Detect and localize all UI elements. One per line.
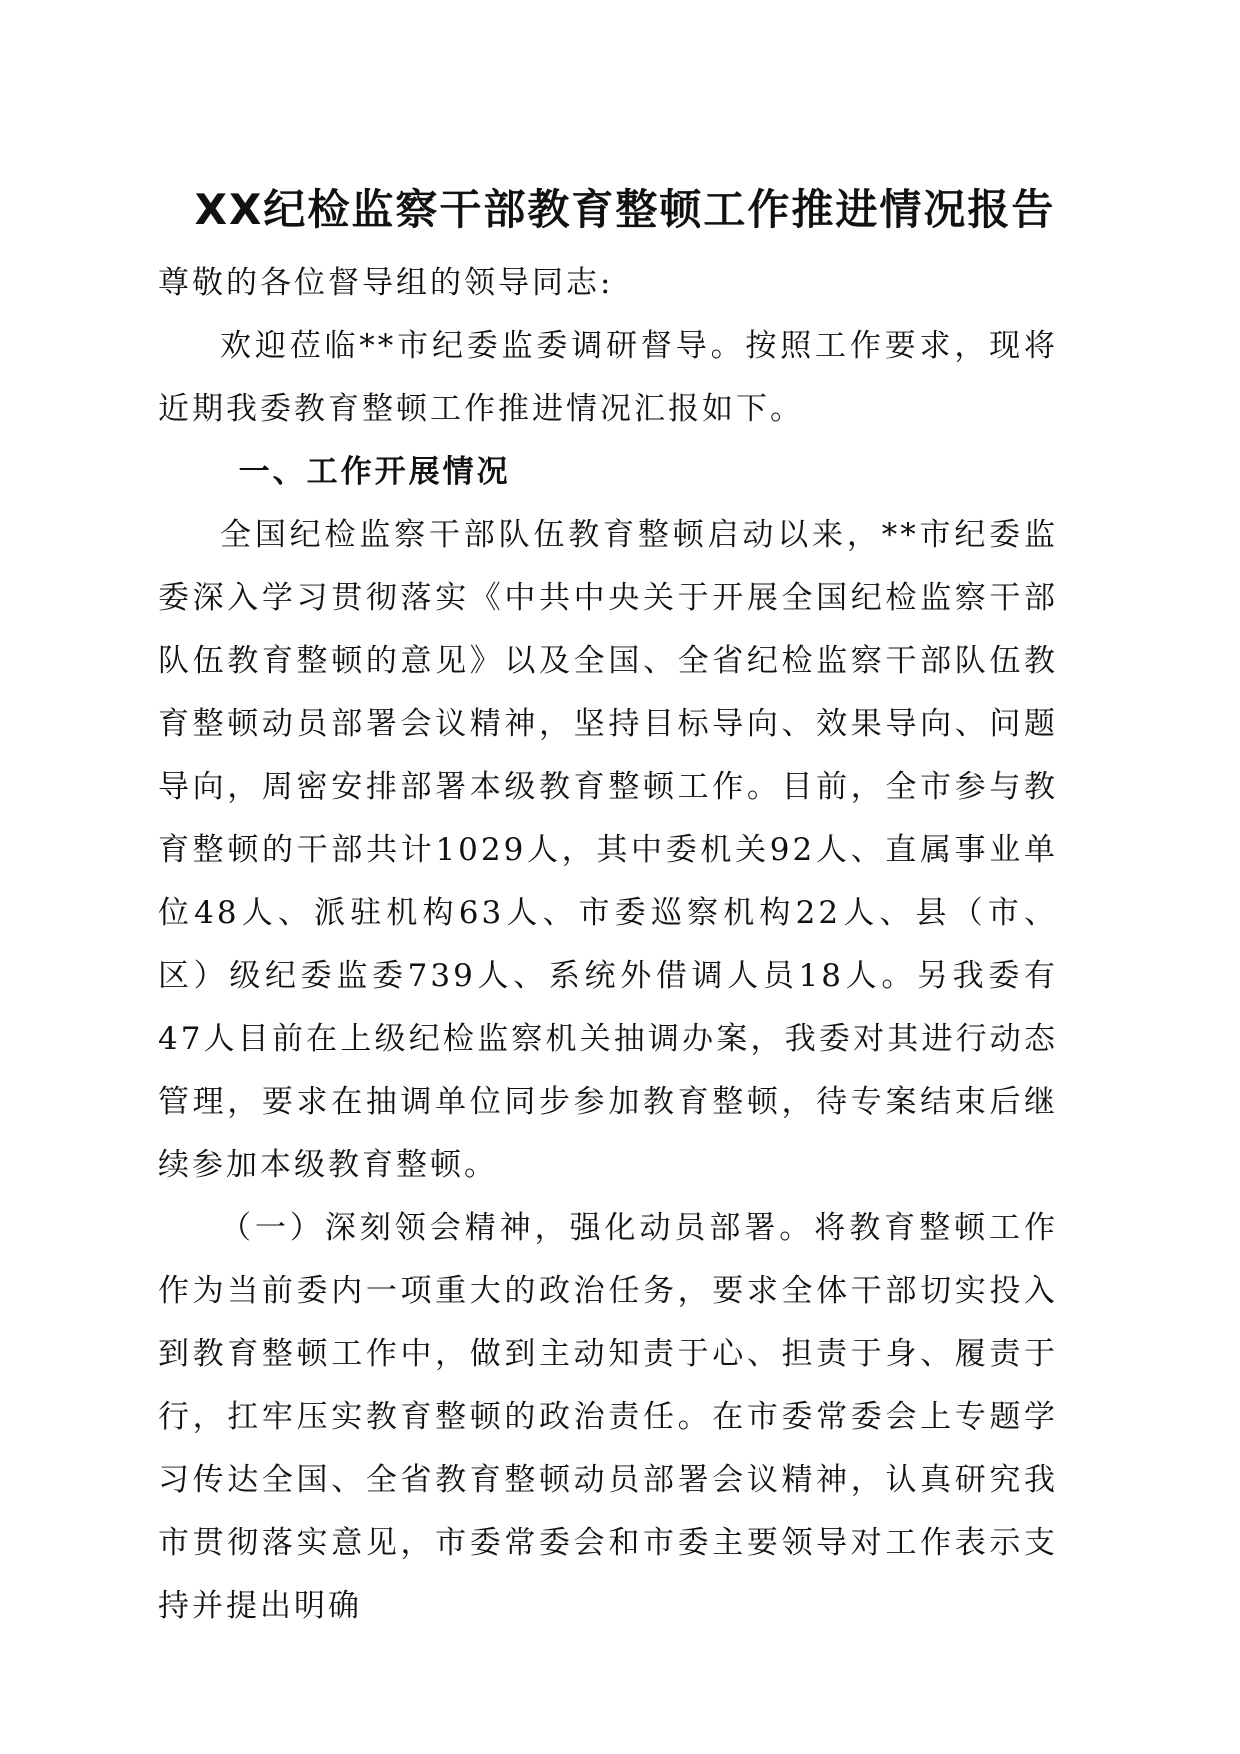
document-body xyxy=(158,252,1058,1638)
intro-paragraph: 欢迎莅临**市纪委监委调研督导。按照工作要求，现将近期我委教育整顿工作推进情况汇报如下。 xyxy=(158,328,1058,427)
salutation: 尊敬的各位督导组的领导同志: xyxy=(158,265,614,301)
section-heading: 一、工作开展情况 xyxy=(238,454,511,490)
document-title: XX纪检监察干部教育整顿工作推进情况报告 xyxy=(194,185,1056,234)
body-paragraph-2: （一）深刻领会精神，强化动员部署。将教育整顿工作作为当前委内一项重大的政治任务，要求全体干部切实投入到教育整顿工作中，做到主动知责于心、担责于身、履责于行，扛牢压实教育整顿的政治责任。在市委常委会上专题学习传达全国、全省教育整顿动员部署会议精神，认真研究我市贯彻落实意见，市委常委会和市委主要领导对工作表示支持并提出明确 xyxy=(158,1210,1058,1624)
body-paragraph-1: 全国纪检监察干部队伍教育整顿启动以来，**市纪委监委深入学习贯彻落实《中共中央关于开展全国纪检监察干部队伍教育整顿的意见》以及全国、全省纪检监察干部队伍教育整顿动员部署会议精神，坚持目标导向、效果导向、问题导向，周密安排部署本级教育整顿工作。目前，全市参与教育整顿的干部共计1029人，其中委机关92人、直属事业单位48人、派驻机构63人、市委巡察机构22人、县（市、区）级纪委监委739人、系统外借调人员18人。另我委有47人目前在上级纪检监察机关抽调办案，我委对其进行动态管理，要求在抽调单位同步参加教育整顿，待专案结束后继续参加本级教育整顿。 xyxy=(158,517,1058,1183)
